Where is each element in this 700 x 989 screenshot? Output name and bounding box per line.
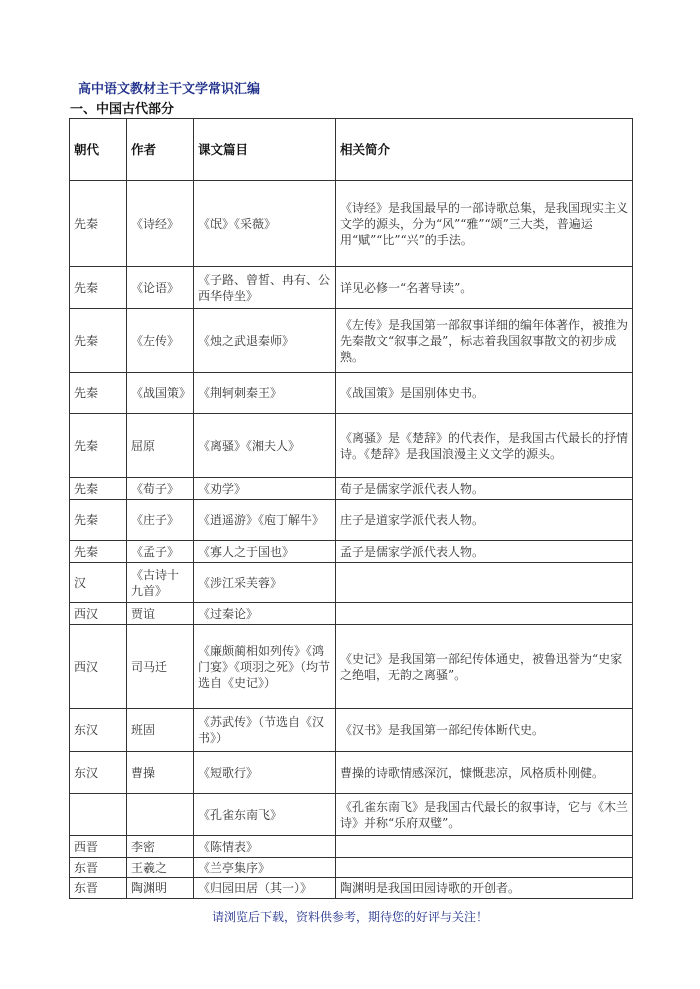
cell-intro bbox=[336, 836, 633, 858]
cell-dynasty: 西晋 bbox=[70, 836, 127, 858]
cell-title: 《逍遥游》《庖丁解牛》 bbox=[194, 500, 336, 541]
cell-dynasty: 先秦 bbox=[70, 478, 127, 500]
cell-author: 曹操 bbox=[127, 752, 194, 794]
cell-intro: 《战国策》是国别体史书。 bbox=[336, 373, 633, 414]
cell-author: 《孟子》 bbox=[127, 541, 194, 563]
cell-intro: 《孔雀东南飞》是我国古代最长的叙事诗，它与《木兰诗》并称“乐府双璧”。 bbox=[336, 794, 633, 836]
cell-dynasty: 先秦 bbox=[70, 373, 127, 414]
cell-intro: 庄子是道家学派代表人物。 bbox=[336, 500, 633, 541]
table-row bbox=[70, 478, 633, 500]
cell-title: 《过秦论》 bbox=[194, 603, 336, 625]
cell-dynasty: 先秦 bbox=[70, 541, 127, 563]
document-title: 高中语文教材主干文学常识汇编 bbox=[78, 82, 261, 97]
cell-dynasty: 西汉 bbox=[70, 625, 127, 709]
cell-dynasty: 先秦 bbox=[70, 267, 127, 309]
cell-title: 《孔雀东南飞》 bbox=[194, 794, 336, 836]
table-header-row bbox=[70, 119, 633, 181]
table-row bbox=[70, 309, 633, 373]
header-author: 作者 bbox=[127, 119, 194, 181]
cell-intro: 《离骚》是《楚辞》的代表作，是我国古代最长的抒情诗。《楚辞》是我国浪漫主义文学的源头。 bbox=[336, 414, 633, 478]
cell-author: 班固 bbox=[127, 709, 194, 752]
table-row bbox=[70, 752, 633, 794]
table-row bbox=[70, 794, 633, 836]
cell-intro: 《史记》是我国第一部纪传体通史，被鲁迅誉为“史家之绝唱，无韵之离骚”。 bbox=[336, 625, 633, 709]
cell-author: 《庄子》 bbox=[127, 500, 194, 541]
cell-title: 《荆轲刺秦王》 bbox=[194, 373, 336, 414]
cell-intro: 《汉书》是我国第一部纪传体断代史。 bbox=[336, 709, 633, 752]
cell-title: 《子路、曾皙、冉有、公西华侍坐》 bbox=[194, 267, 336, 309]
table-row bbox=[70, 858, 633, 878]
cell-dynasty: 西汉 bbox=[70, 603, 127, 625]
section-title: 一、中国古代部分 bbox=[70, 102, 175, 117]
table-row bbox=[70, 878, 633, 899]
table-row bbox=[70, 267, 633, 309]
table-row bbox=[70, 500, 633, 541]
cell-author: 《战国策》 bbox=[127, 373, 194, 414]
table-row bbox=[70, 414, 633, 478]
cell-dynasty: 汉 bbox=[70, 563, 127, 603]
table-row bbox=[70, 625, 633, 709]
cell-intro: 荀子是儒家学派代表人物。 bbox=[336, 478, 633, 500]
header-title: 课文篇目 bbox=[194, 119, 336, 181]
cell-title: 《陈情表》 bbox=[194, 836, 336, 858]
cell-intro bbox=[336, 563, 633, 603]
page-footer-note: 请浏览后下载，资料供参考，期待您的好评与关注！ bbox=[211, 910, 488, 924]
cell-author: 《古诗十九首》 bbox=[127, 563, 194, 603]
table-row bbox=[70, 563, 633, 603]
cell-title: 《氓》《采薇》 bbox=[194, 181, 336, 267]
cell-title: 《劝学》 bbox=[194, 478, 336, 500]
table-row bbox=[70, 373, 633, 414]
cell-title: 《离骚》《湘夫人》 bbox=[194, 414, 336, 478]
cell-title: 《烛之武退秦师》 bbox=[194, 309, 336, 373]
cell-author: 《论语》 bbox=[127, 267, 194, 309]
table-row bbox=[70, 181, 633, 267]
cell-dynasty: 东晋 bbox=[70, 858, 127, 878]
cell-title: 《涉江采芙蓉》 bbox=[194, 563, 336, 603]
cell-intro: 陶渊明是我国田园诗歌的开创者。 bbox=[336, 878, 633, 899]
table-row bbox=[70, 709, 633, 752]
cell-author: 屈原 bbox=[127, 414, 194, 478]
cell-author: 《诗经》 bbox=[127, 181, 194, 267]
header-intro: 相关简介 bbox=[336, 119, 633, 181]
cell-dynasty: 先秦 bbox=[70, 414, 127, 478]
cell-intro bbox=[336, 603, 633, 625]
cell-author: 《左传》 bbox=[127, 309, 194, 373]
cell-title: 《苏武传》（节选自《汉书》） bbox=[194, 709, 336, 752]
cell-title: 《归园田居（其一）》 bbox=[194, 878, 336, 899]
table-row bbox=[70, 603, 633, 625]
cell-dynasty: 先秦 bbox=[70, 309, 127, 373]
cell-author: 王羲之 bbox=[127, 858, 194, 878]
cell-intro: 曹操的诗歌情感深沉，慷慨悲凉，风格质朴刚健。 bbox=[336, 752, 633, 794]
cell-author: 陶渊明 bbox=[127, 878, 194, 899]
cell-title: 《寡人之于国也》 bbox=[194, 541, 336, 563]
cell-author: 李密 bbox=[127, 836, 194, 858]
cell-dynasty: 东晋 bbox=[70, 878, 127, 899]
cell-author: 司马迁 bbox=[127, 625, 194, 709]
cell-intro bbox=[336, 858, 633, 878]
cell-title: 《廉颇蔺相如列传》《鸿门宴》《项羽之死》（均节选自《史记》） bbox=[194, 625, 336, 709]
literature-table bbox=[69, 118, 633, 899]
cell-dynasty: 东汉 bbox=[70, 752, 127, 794]
cell-intro: 《左传》是我国第一部叙事详细的编年体著作，被推为先秦散文“叙事之最”，标志着我国叙事散文的初步成熟。 bbox=[336, 309, 633, 373]
cell-dynasty: 先秦 bbox=[70, 500, 127, 541]
table-row bbox=[70, 836, 633, 858]
header-dynasty: 朝代 bbox=[70, 119, 127, 181]
cell-dynasty: 先秦 bbox=[70, 181, 127, 267]
cell-title: 《短歌行》 bbox=[194, 752, 336, 794]
cell-dynasty: 东汉 bbox=[70, 709, 127, 752]
table-row bbox=[70, 541, 633, 563]
cell-intro: 孟子是儒家学派代表人物。 bbox=[336, 541, 633, 563]
cell-author: 《荀子》 bbox=[127, 478, 194, 500]
cell-title: 《兰亭集序》 bbox=[194, 858, 336, 878]
cell-author: 贾谊 bbox=[127, 603, 194, 625]
cell-intro: 详见必修一“名著导读”。 bbox=[336, 267, 633, 309]
cell-author bbox=[127, 794, 194, 836]
cell-intro: 《诗经》是我国最早的一部诗歌总集，是我国现实主义文学的源头，分为“风”“雅”“颂”三大类，普遍运用“赋”“比”“兴”的手法。 bbox=[336, 181, 633, 267]
cell-dynasty bbox=[70, 794, 127, 836]
